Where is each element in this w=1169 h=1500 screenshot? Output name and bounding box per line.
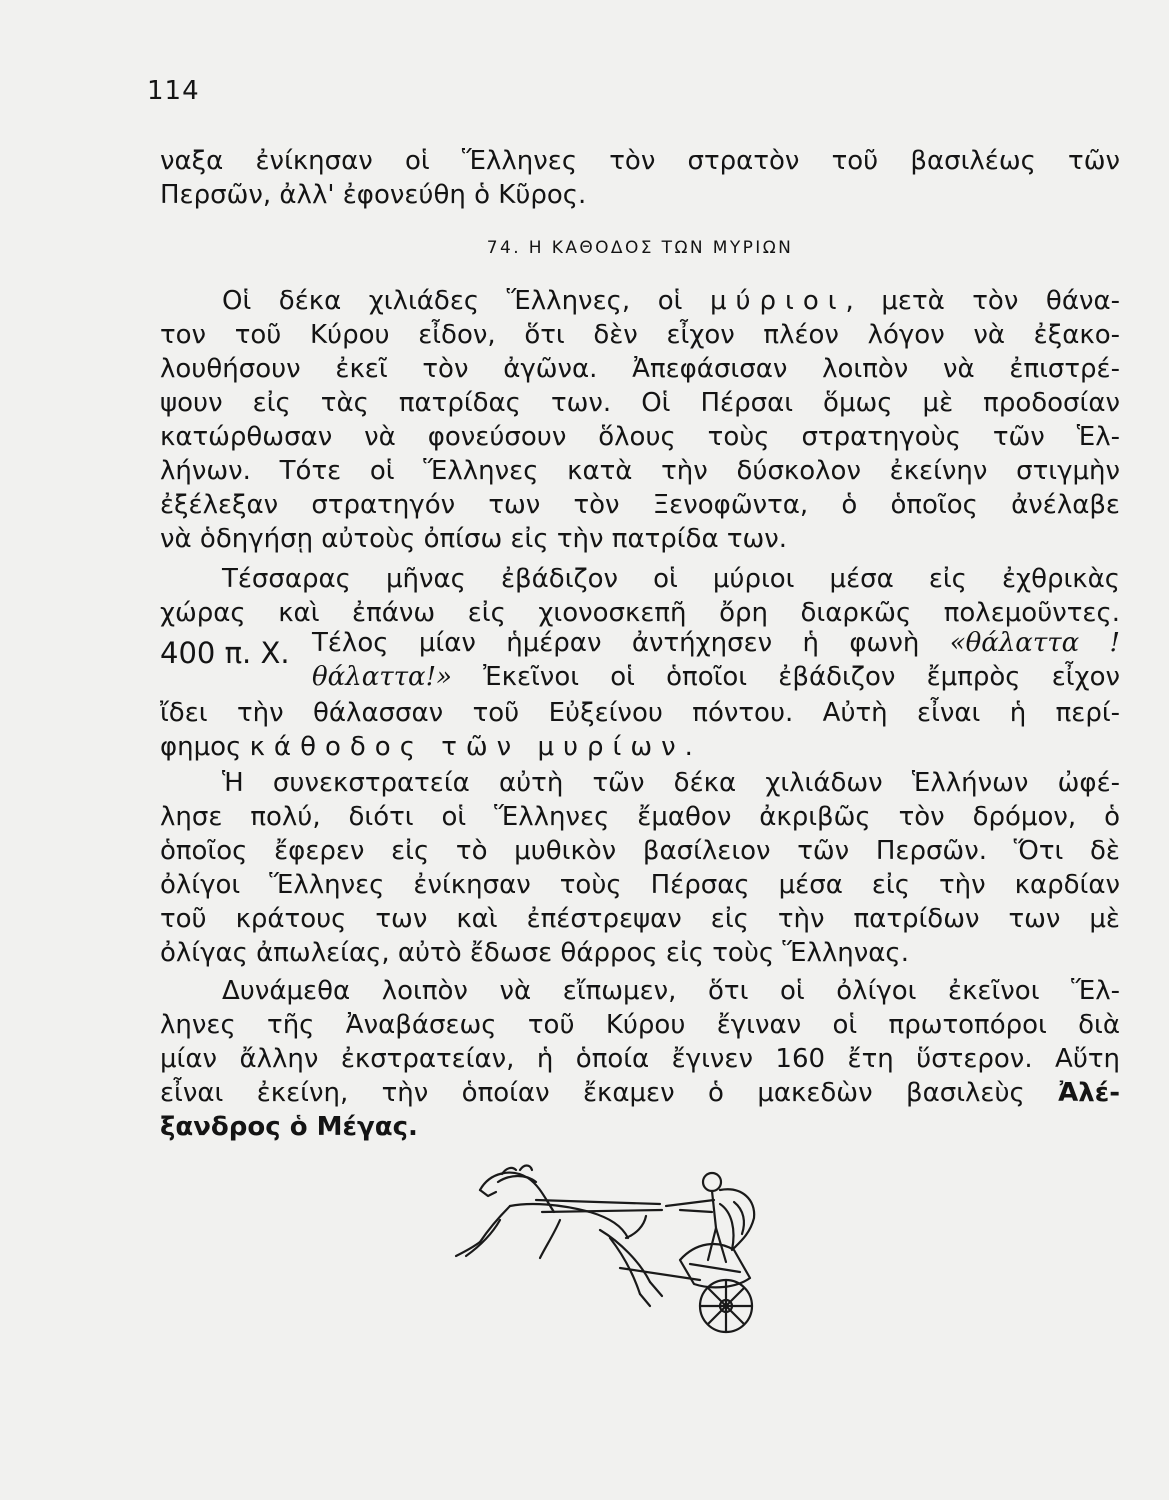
text-line [160, 1076, 1120, 1110]
text-line: ὀλίγοι Ἕλληνες ἐνίκησαν τοὺς Πέρσας μέσα εἰς τὴν καρδίαν [160, 870, 1120, 900]
quote-text: θάλαττα!» [312, 662, 452, 692]
bold-name: Ἀλέ- [1058, 1078, 1121, 1108]
text-span: Ἐκεῖνοι οἱ ὁποῖοι ἐβάδιζον ἔμπρὸς εἶχον [483, 662, 1120, 692]
text-line: λησε πολύ, διότι οἱ Ἕλληνες ἔμαθον ἀκριβῶς τὸν δρόμον, ὁ [160, 802, 1120, 832]
text-line: ἐξέλεξαν στρατηγόν των τὸν Ξενοφῶντα, ὁ ὁποῖος ἀνέλαβε [160, 490, 1120, 520]
text-line: Ἡ συνεκστρατεία αὐτὴ τῶν δέκα χιλιάδων Ἑλλήνων ὠφέ- [222, 768, 1120, 798]
section-heading: 74. Η ΚΑΘΟΔΟΣ ΤΩΝ ΜΥΡΙΩΝ [486, 238, 794, 258]
text-line: ναξα ἐνίκησαν οἱ Ἕλληνες τὸν στρατὸν τοῦ βασιλέως τῶν [160, 146, 1120, 176]
text-line: λήνων. Τότε οἱ Ἕλληνες κατὰ τὴν δύσκολον ἐκείνην στιγμὴν [160, 456, 1120, 486]
chariot-illustration [450, 1160, 810, 1340]
text-line: κατώρθωσαν νὰ φονεύσουν ὅλους τοὺς στρατηγοὺς τῶν Ἑλ- [160, 422, 1120, 452]
text-line [312, 626, 1120, 660]
text-span: εἶναι ἐκείνη, τὴν ὁποίαν ἔκαμεν ὁ μακεδὼν βασιλεὺς [160, 1078, 1025, 1108]
text-line: Τέσσαρας μῆνας ἐβάδιζον οἱ μύριοι μέσα εἰς ἐχθρικὰς [222, 564, 1120, 594]
text-line [312, 660, 1120, 694]
text-line [222, 284, 1120, 318]
text-line: τοῦ κράτους των καὶ ἐπέστρεψαν εἰς τὴν πατρίδων των μὲ [160, 904, 1120, 934]
text-line: ξανδρος ὁ Μέγας. [160, 1112, 418, 1142]
text-line [160, 730, 1120, 764]
spaced-word: μύριοι [709, 286, 846, 316]
quote-text: «θάλαττα ! [949, 628, 1120, 658]
text-line: νὰ ὁδηγήσῃ αὐτοὺς ὀπίσω εἰς τὴν πατρίδα των. [160, 524, 788, 554]
text-line: Περσῶν, ἀλλ' ἐφονεύθη ὁ Κῦρος. [160, 180, 587, 210]
text-line: ὁποῖος ἔφερεν εἰς τὸ μυθικὸν βασίλειον τῶν Περσῶν. Ὅτι δὲ [160, 836, 1120, 866]
text-line: ληνες τῆς Ἀναβάσεως τοῦ Κύρου ἔγιναν οἱ πρωτοπόροι διὰ [160, 1010, 1120, 1040]
text-line: ψουν εἰς τὰς πατρίδας των. Οἱ Πέρσαι ὅμως μὲ προδοσίαν [160, 388, 1120, 418]
text-line: μίαν ἄλλην ἐκστρατείαν, ἡ ὁποία ἔγινεν 160 ἔτη ὕστερον. Αὕτη [160, 1044, 1120, 1074]
page-number: 114 [147, 76, 200, 106]
text-line: τον τοῦ Κύρου εἶδον, ὅτι δὲν εἶχον πλέον λόγον νὰ ἐξακο- [160, 320, 1120, 350]
text-line: ἴδει τὴν θάλασσαν τοῦ Εὐξείνου πόντου. Αὐτὴ εἶναι ἡ περί- [160, 698, 1120, 728]
margin-date: 400 π. Χ. [160, 636, 290, 670]
text-line: Δυνάμεθα λοιπὸν νὰ εἴπωμεν, ὅτι οἱ ὀλίγοι ἐκεῖνοι Ἕλ- [222, 976, 1120, 1006]
text-span: Τέλος μίαν ἡμέραν ἀντήχησεν ἡ φωνὴ [312, 628, 920, 658]
spaced-phrase: κάθοδος τῶν μυρίων. [249, 732, 702, 762]
text-line: ὀλίγας ἀπωλείας, αὐτὸ ἔδωσε θάρρος εἰς τοὺς Ἕλληνας. [160, 938, 909, 968]
text-line: λουθήσουν ἐκεῖ τὸν ἀγῶνα. Ἀπεφάσισαν λοιπὸν νὰ ἐπιστρέ- [160, 354, 1120, 384]
text-span: Οἱ δέκα χιλιάδες Ἕλληνες, οἱ [222, 286, 683, 316]
text-span: , μετὰ τὸν θάνα- [845, 286, 1120, 316]
text-line: χώρας καὶ ἐπάνω εἰς χιονοσκεπῆ ὄρη διαρκῶς πολεμοῦντες. [160, 598, 1120, 628]
text-span: φημος [160, 732, 242, 762]
